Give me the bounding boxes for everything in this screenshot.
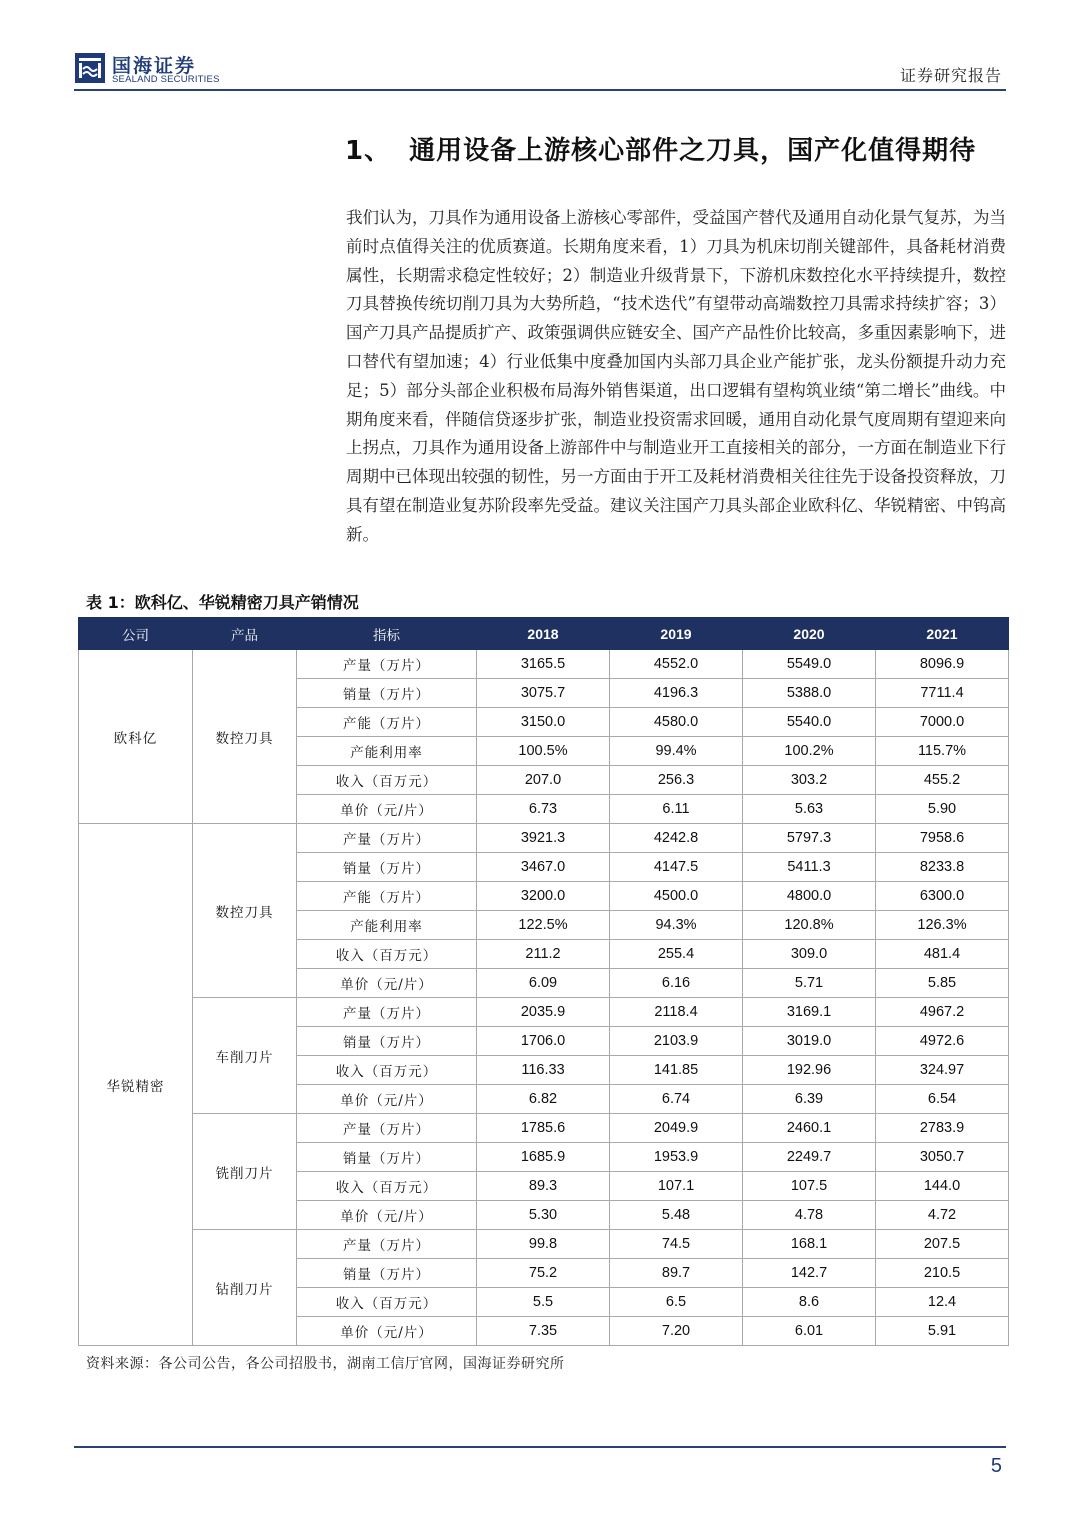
value-cell: 116.33 (477, 1056, 610, 1085)
value-cell: 3075.7 (477, 679, 610, 708)
product-cell: 数控刀具 (193, 650, 297, 824)
value-cell: 7.20 (610, 1317, 743, 1346)
value-cell: 2103.9 (610, 1027, 743, 1056)
metric-cell: 产量（万片） (297, 998, 477, 1027)
value-cell: 207.5 (876, 1230, 1009, 1259)
value-cell: 5411.3 (743, 853, 876, 882)
metric-cell: 销量（万片） (297, 1143, 477, 1172)
value-cell: 5.91 (876, 1317, 1009, 1346)
metric-cell: 单价（元/片） (297, 1201, 477, 1230)
logo-english-name: SEALAND SECURITIES (112, 74, 220, 85)
value-cell: 4196.3 (610, 679, 743, 708)
value-cell: 99.8 (477, 1230, 610, 1259)
value-cell: 1785.6 (477, 1114, 610, 1143)
metric-cell: 销量（万片） (297, 679, 477, 708)
value-cell: 303.2 (743, 766, 876, 795)
value-cell: 5.30 (477, 1201, 610, 1230)
company-cell: 华锐精密 (79, 824, 193, 1346)
metric-cell: 单价（元/片） (297, 969, 477, 998)
value-cell: 6.39 (743, 1085, 876, 1114)
value-cell: 107.1 (610, 1172, 743, 1201)
company-logo (74, 50, 254, 86)
product-cell: 钻削刀片 (193, 1230, 297, 1346)
value-cell: 126.3% (876, 911, 1009, 940)
value-cell: 8233.8 (876, 853, 1009, 882)
value-cell: 6.5 (610, 1288, 743, 1317)
value-cell: 5.63 (743, 795, 876, 824)
value-cell: 100.2% (743, 737, 876, 766)
value-cell: 2035.9 (477, 998, 610, 1027)
value-cell: 4.72 (876, 1201, 1009, 1230)
value-cell: 99.4% (610, 737, 743, 766)
value-cell: 6300.0 (876, 882, 1009, 911)
value-cell: 8.6 (743, 1288, 876, 1317)
value-cell: 5388.0 (743, 679, 876, 708)
value-cell: 5.90 (876, 795, 1009, 824)
value-cell: 2783.9 (876, 1114, 1009, 1143)
value-cell: 2118.4 (610, 998, 743, 1027)
value-cell: 107.5 (743, 1172, 876, 1201)
header-year: 2020 (743, 618, 876, 650)
metric-cell: 产量（万片） (297, 1114, 477, 1143)
value-cell: 75.2 (477, 1259, 610, 1288)
value-cell: 4967.2 (876, 998, 1009, 1027)
table-body (79, 650, 1009, 1346)
value-cell: 89.3 (477, 1172, 610, 1201)
value-cell: 8096.9 (876, 650, 1009, 679)
value-cell: 455.2 (876, 766, 1009, 795)
metric-cell: 收入（百万元） (297, 940, 477, 969)
value-cell: 5549.0 (743, 650, 876, 679)
header-company: 公司 (79, 618, 193, 650)
section-title (345, 130, 976, 167)
sealand-logo-icon (74, 52, 106, 84)
value-cell: 74.5 (610, 1230, 743, 1259)
value-cell: 4580.0 (610, 708, 743, 737)
metric-cell: 产能利用率 (297, 911, 477, 940)
table-row (79, 998, 1009, 1027)
value-cell: 5.48 (610, 1201, 743, 1230)
source-note: 资料来源：各公司公告，各公司招股书，湖南工信厅官网，国海证券研究所 (86, 1356, 565, 1372)
value-cell: 144.0 (876, 1172, 1009, 1201)
value-cell: 4972.6 (876, 1027, 1009, 1056)
value-cell: 6.82 (477, 1085, 610, 1114)
value-cell: 6.09 (477, 969, 610, 998)
table-header-row (79, 618, 1009, 650)
table-row (79, 1230, 1009, 1259)
company-cell: 欧科亿 (79, 650, 193, 824)
value-cell: 255.4 (610, 940, 743, 969)
value-cell: 2249.7 (743, 1143, 876, 1172)
value-cell: 12.4 (876, 1288, 1009, 1317)
metric-cell: 销量（万片） (297, 1259, 477, 1288)
value-cell: 1685.9 (477, 1143, 610, 1172)
page-number: 5 (990, 1455, 1002, 1477)
value-cell: 7000.0 (876, 708, 1009, 737)
value-cell: 5.71 (743, 969, 876, 998)
value-cell: 89.7 (610, 1259, 743, 1288)
value-cell: 7958.6 (876, 824, 1009, 853)
value-cell: 207.0 (477, 766, 610, 795)
value-cell: 5.5 (477, 1288, 610, 1317)
table-row (79, 824, 1009, 853)
metric-cell: 单价（元/片） (297, 1317, 477, 1346)
metric-cell: 销量（万片） (297, 853, 477, 882)
logo-chinese-name: 国海证券 (112, 55, 197, 77)
metric-cell: 产量（万片） (297, 824, 477, 853)
header-metric: 指标 (297, 618, 477, 650)
value-cell: 324.97 (876, 1056, 1009, 1085)
body-paragraph: 我们认为，刀具作为通用设备上游核心零部件，受益国产替代及通用自动化景气复苏，为当前时点值得关注的优质赛道。长期角度来看，1）刀具为机床切削关键部件，具备耗材消费属性，长期需求稳定性较好；2）制造业升级背景下，下游机床数控化水平持续提升，数控刀具替换传统切削刀具为大势所趋，“技术迭代”有望带动高端数控刀具需求持续扩容；3）国产刀具产品提质扩产、政策强调供应链安全、国产产品性价比较高，多重因素影响下，进口替代有望加速；4）行业低集中度叠加国内头部刀具企业产能扩张，龙头份额提升动力充足；5）部分头部企业积极布局海外销售渠道，出口逻辑有望构筑业绩“第二增长”曲线。中期角度来看，伴随信贷逐步扩张，制造业投资需求回暖，通用自动化景气度周期有望迎来向上拐点，刀具作为通用设备上游部件中与制造业开工直接相关的部分，一方面在制造业下行周期中已体现出较强的韧性，另一方面由于开工及耗材消费相关往往先于设备投资释放，刀具有望在制造业复苏阶段率先受益。建议关注国产刀具头部企业欧科亿、华锐精密、中钨高新。 (346, 208, 1006, 544)
value-cell: 7711.4 (876, 679, 1009, 708)
value-cell: 115.7% (876, 737, 1009, 766)
value-cell: 5540.0 (743, 708, 876, 737)
value-cell: 2460.1 (743, 1114, 876, 1143)
header-year: 2021 (876, 618, 1009, 650)
value-cell: 6.16 (610, 969, 743, 998)
value-cell: 120.8% (743, 911, 876, 940)
value-cell: 122.5% (477, 911, 610, 940)
value-cell: 4500.0 (610, 882, 743, 911)
value-cell: 309.0 (743, 940, 876, 969)
value-cell: 6.73 (477, 795, 610, 824)
product-cell: 铣削刀片 (193, 1114, 297, 1230)
value-cell: 256.3 (610, 766, 743, 795)
value-cell: 3050.7 (876, 1143, 1009, 1172)
section-number: 1、 (345, 136, 392, 166)
metric-cell: 产能（万片） (297, 882, 477, 911)
header-divider (74, 89, 1006, 91)
value-cell: 142.7 (743, 1259, 876, 1288)
value-cell: 192.96 (743, 1056, 876, 1085)
value-cell: 4800.0 (743, 882, 876, 911)
metric-cell: 产能（万片） (297, 708, 477, 737)
metric-cell: 销量（万片） (297, 1027, 477, 1056)
sales-production-table (78, 617, 1009, 1346)
page-header (0, 0, 1080, 95)
metric-cell: 产能利用率 (297, 737, 477, 766)
value-cell: 6.11 (610, 795, 743, 824)
value-cell: 3019.0 (743, 1027, 876, 1056)
metric-cell: 单价（元/片） (297, 795, 477, 824)
table-row (79, 650, 1009, 679)
report-type-label: 证券研究报告 (899, 66, 1002, 85)
value-cell: 7.35 (477, 1317, 610, 1346)
metric-cell: 收入（百万元） (297, 1172, 477, 1201)
table-row (79, 1114, 1009, 1143)
metric-cell: 收入（百万元） (297, 1288, 477, 1317)
value-cell: 3467.0 (477, 853, 610, 882)
footer-divider (74, 1446, 1006, 1448)
product-cell: 数控刀具 (193, 824, 297, 998)
header-year: 2019 (610, 618, 743, 650)
value-cell: 168.1 (743, 1230, 876, 1259)
value-cell: 3921.3 (477, 824, 610, 853)
value-cell: 4.78 (743, 1201, 876, 1230)
value-cell: 1953.9 (610, 1143, 743, 1172)
value-cell: 5797.3 (743, 824, 876, 853)
metric-cell: 产量（万片） (297, 1230, 477, 1259)
metric-cell: 收入（百万元） (297, 1056, 477, 1085)
value-cell: 3165.5 (477, 650, 610, 679)
table-caption: 表 1：欧科亿、华锐精密刀具产销情况 (86, 593, 359, 612)
section-title-text: 通用设备上游核心部件之刀具，国产化值得期待 (409, 136, 977, 166)
value-cell: 6.01 (743, 1317, 876, 1346)
value-cell: 141.85 (610, 1056, 743, 1085)
metric-cell: 收入（百万元） (297, 766, 477, 795)
value-cell: 2049.9 (610, 1114, 743, 1143)
value-cell: 4242.8 (610, 824, 743, 853)
header-year: 2018 (477, 618, 610, 650)
value-cell: 6.54 (876, 1085, 1009, 1114)
value-cell: 481.4 (876, 940, 1009, 969)
value-cell: 4552.0 (610, 650, 743, 679)
header-product: 产品 (193, 618, 297, 650)
value-cell: 94.3% (610, 911, 743, 940)
product-cell: 车削刀片 (193, 998, 297, 1114)
value-cell: 4147.5 (610, 853, 743, 882)
value-cell: 211.2 (477, 940, 610, 969)
value-cell: 3169.1 (743, 998, 876, 1027)
value-cell: 6.74 (610, 1085, 743, 1114)
value-cell: 100.5% (477, 737, 610, 766)
metric-cell: 产量（万片） (297, 650, 477, 679)
metric-cell: 单价（元/片） (297, 1085, 477, 1114)
value-cell: 3200.0 (477, 882, 610, 911)
value-cell: 3150.0 (477, 708, 610, 737)
value-cell: 210.5 (876, 1259, 1009, 1288)
value-cell: 1706.0 (477, 1027, 610, 1056)
value-cell: 5.85 (876, 969, 1009, 998)
